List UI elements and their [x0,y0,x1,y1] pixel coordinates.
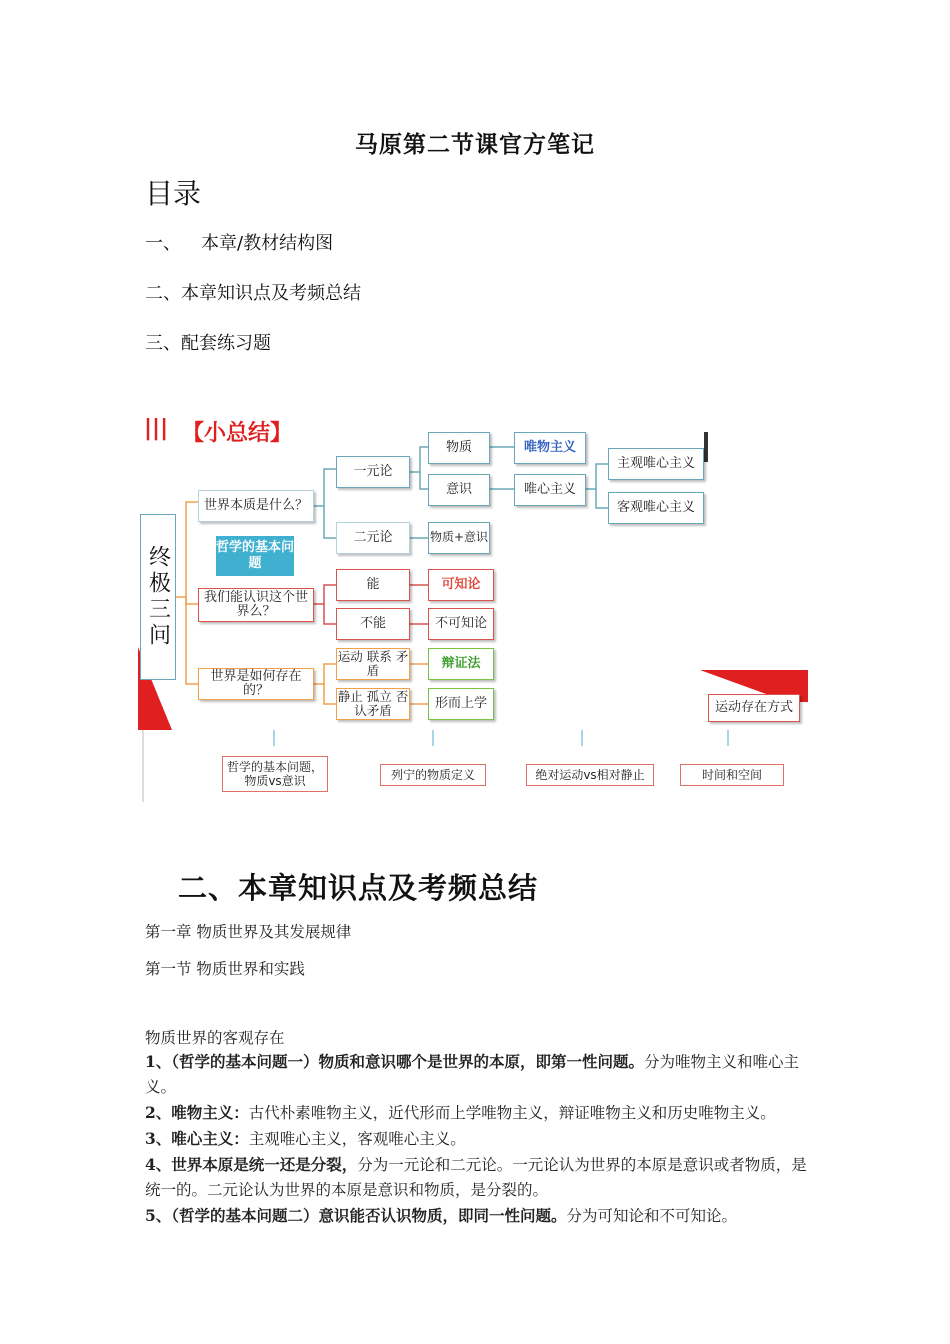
objective-idealism-box: 客观唯心主义 [608,492,704,524]
toc-item-number: 一、 [145,233,181,254]
metaphysics-box: 形而上学 [428,688,494,720]
bottom-note-lenin-definition: 列宁的物质定义 [380,764,486,786]
section-heading: 二、本章知识点及考频总结 [178,871,539,905]
toc-heading: 目录 [145,177,202,210]
subjective-idealism-box: 主观唯心主义 [608,448,704,480]
cannot-box: 不能 [336,608,410,640]
idealism-box: 唯心主义 [514,474,586,506]
toc-item-label: 配套练习题 [181,333,271,354]
basic-question-badge: 哲学的基本问题 [216,536,294,576]
toc-item-1[interactable] [145,229,333,255]
document-title: 马原第二节课官方笔记 [355,132,595,158]
motion-connection-box: 运动 联系 矛盾 [337,649,409,678]
knowledge-point-3: 3、唯心主义：主观唯心主义，客观唯心主义。 [145,1129,466,1148]
question-world-essence: 世界本质是什么？ [198,490,314,522]
matter-box: 物质 [428,432,490,464]
consciousness-box: 意识 [428,474,490,506]
static-isolated-box: 静止 孤立 否认矛盾 [337,689,409,718]
knowledge-point-2: 2、唯物主义：古代朴素唯物主义，近代形而上学唯物主义，辩证唯物主义和历史唯物主义。 [145,1103,776,1122]
toc-item-number: 三、 [145,333,181,354]
section-title: 第一节 物质世界和实践 [145,960,305,978]
matter-plus-consciousness-box: 物质+意识 [428,522,490,554]
topic-title: 物质世界的客观存在 [145,1029,285,1047]
edge-mark [704,432,708,462]
question-how-world-exists: 世界是如何存在的？ [198,668,314,700]
toc-item-label: 本章知识点及考频总结 [181,283,361,304]
knowledge-point-1: 1、（哲学的基本问题一）物质和意识哪个是世界的本原，即第一性问题。分为唯物主义和唯心主义。 [145,1052,800,1096]
title-bars-icon: ||| [144,416,169,441]
knowledge-point-5: 5、（哲学的基本问题二）意识能否认识物质，即同一性问题。分为可知论和不可知论。 [145,1206,738,1225]
can-box: 能 [336,569,410,601]
structure-diagram [138,402,808,802]
dualism-box: 二元论 [336,522,410,554]
monism-box: 一元论 [336,456,410,488]
toc-item-2[interactable] [145,279,361,305]
question-can-know-world: 我们能认识这个世界么？ [198,588,314,622]
toc-item-label: 本章/教材结构图 [201,233,334,254]
diagram-title: 【小总结】 [182,421,293,446]
ultimate-questions-box: 终极三问 [140,514,176,680]
knowable-box: 可知论 [428,569,494,601]
motion-existence-mode-box: 运动存在方式 [708,694,800,722]
unknowable-box: 不可知论 [428,608,494,640]
bottom-note-time-space: 时间和空间 [680,764,784,786]
bottom-note-basic-question: 哲学的基本问题，物质vs意识 [222,756,328,792]
knowledge-points [145,1049,810,1229]
materialism-box: 唯物主义 [514,432,586,464]
toc-item-number: 二、 [145,283,181,304]
toc-item-3[interactable] [145,329,271,355]
knowledge-point-4: 4、世界本原是统一还是分裂，分为一元论和二元论。一元论认为世界的本原是意识或者物质，是统一的。二元论认为世界的本原是意识和物质，是分裂的。 [145,1155,807,1199]
chapter-title: 第一章 物质世界及其发展规律 [145,923,352,941]
dialectics-box: 辩证法 [428,648,494,680]
bottom-note-absolute-motion: 绝对运动vs相对静止 [526,764,654,786]
